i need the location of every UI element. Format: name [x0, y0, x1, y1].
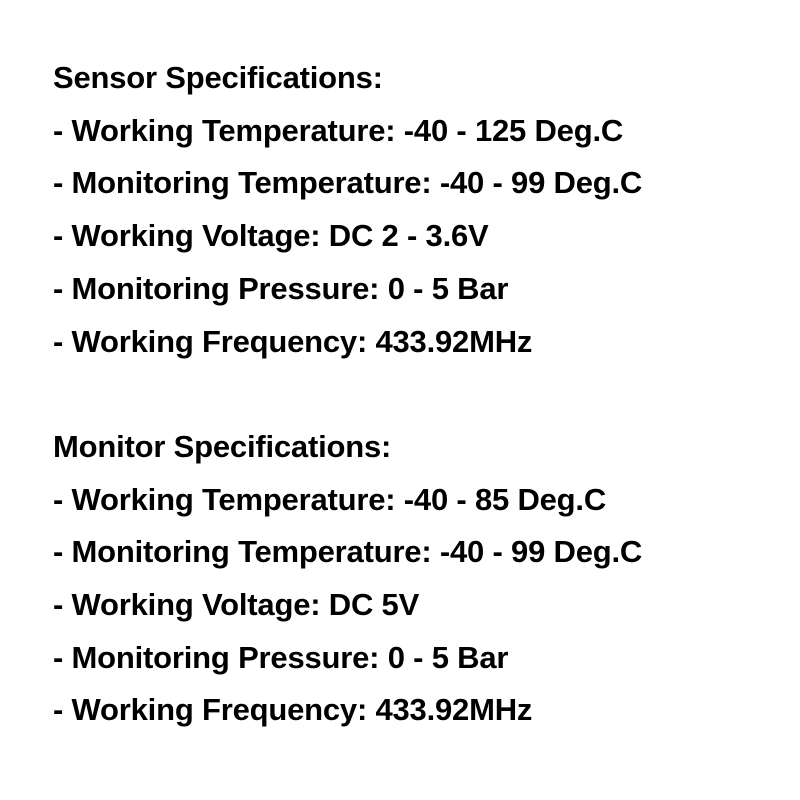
spec-line-monitoring-temperature: - Monitoring Temperature: -40 - 99 Deg.C	[53, 165, 643, 201]
spec-line-monitoring-temperature: - Monitoring Temperature: -40 - 99 Deg.C	[53, 534, 643, 570]
spec-line-working-temperature: - Working Temperature: -40 - 125 Deg.C	[53, 112, 624, 148]
monitor-specifications-heading: Monitor Specifications:	[53, 428, 392, 464]
section-divider-space	[53, 368, 760, 421]
spec-line-working-voltage: - Working Voltage: DC 2 - 3.6V	[53, 218, 489, 254]
monitor-specifications-section	[53, 421, 760, 737]
sensor-specifications-section	[53, 52, 760, 368]
spec-line-working-voltage: - Working Voltage: DC 5V	[53, 587, 420, 623]
spec-line-working-frequency: - Working Frequency: 433.92MHz	[53, 692, 533, 728]
spec-line-monitoring-pressure: - Monitoring Pressure: 0 - 5 Bar	[53, 270, 509, 306]
spec-line-working-frequency: - Working Frequency: 433.92MHz	[53, 323, 533, 359]
spec-line-monitoring-pressure: - Monitoring Pressure: 0 - 5 Bar	[53, 639, 509, 675]
sensor-specifications-heading: Sensor Specifications:	[53, 60, 383, 95]
spec-line-working-temperature: - Working Temperature: -40 - 85 Deg.C	[53, 481, 607, 517]
